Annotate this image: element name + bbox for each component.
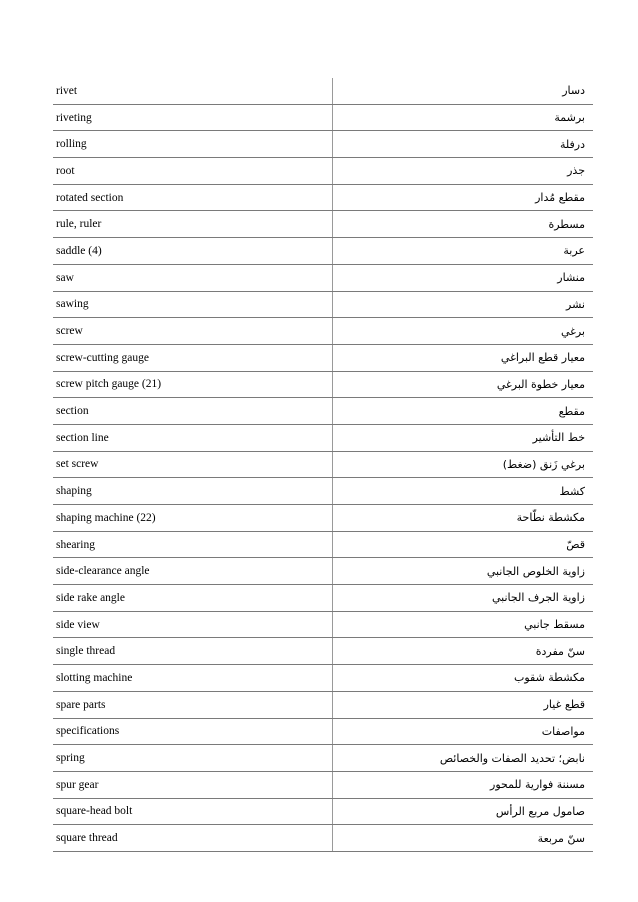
english-term: side-clearance angle bbox=[53, 558, 333, 585]
glossary-row bbox=[53, 104, 593, 131]
english-term: screw bbox=[53, 318, 333, 345]
glossary-row bbox=[53, 745, 593, 772]
english-term: side view bbox=[53, 611, 333, 638]
glossary-row bbox=[53, 78, 593, 104]
glossary-row bbox=[53, 531, 593, 558]
glossary-row bbox=[53, 184, 593, 211]
arabic-term: زاوية الخلوص الجانبي bbox=[333, 558, 594, 585]
english-term: section bbox=[53, 398, 333, 425]
glossary-row bbox=[53, 451, 593, 478]
glossary-row bbox=[53, 558, 593, 585]
english-term: screw pitch gauge (21) bbox=[53, 371, 333, 398]
arabic-term: مقطع مُدار bbox=[333, 184, 594, 211]
english-term: riveting bbox=[53, 104, 333, 131]
english-term: shearing bbox=[53, 531, 333, 558]
glossary-row bbox=[53, 798, 593, 825]
english-term: shaping bbox=[53, 478, 333, 505]
english-term: slotting machine bbox=[53, 665, 333, 692]
english-term: screw-cutting gauge bbox=[53, 344, 333, 371]
arabic-term: خط التأشير bbox=[333, 424, 594, 451]
english-term: side rake angle bbox=[53, 585, 333, 612]
english-term: shaping machine (22) bbox=[53, 505, 333, 532]
arabic-term: عربة bbox=[333, 238, 594, 265]
glossary-row bbox=[53, 825, 593, 852]
glossary-row bbox=[53, 718, 593, 745]
arabic-term: نابض؛ تحديد الصفات والخصائص bbox=[333, 745, 594, 772]
english-term: spur gear bbox=[53, 771, 333, 798]
glossary-row bbox=[53, 291, 593, 318]
glossary-row bbox=[53, 131, 593, 158]
glossary-row bbox=[53, 665, 593, 692]
arabic-term: مسقط جانبي bbox=[333, 611, 594, 638]
glossary-row bbox=[53, 318, 593, 345]
arabic-term: مقطع bbox=[333, 398, 594, 425]
glossary-row bbox=[53, 371, 593, 398]
english-term: section line bbox=[53, 424, 333, 451]
arabic-term: سنّ مربعة bbox=[333, 825, 594, 852]
english-term: rolling bbox=[53, 131, 333, 158]
glossary-row bbox=[53, 211, 593, 238]
arabic-term: معيار خطوة البرغي bbox=[333, 371, 594, 398]
arabic-term: قصّ bbox=[333, 531, 594, 558]
arabic-term: دسار bbox=[333, 78, 594, 104]
english-term: single thread bbox=[53, 638, 333, 665]
english-term: saw bbox=[53, 264, 333, 291]
english-term: spring bbox=[53, 745, 333, 772]
arabic-term: درفلة bbox=[333, 131, 594, 158]
glossary-row bbox=[53, 478, 593, 505]
arabic-term: نشر bbox=[333, 291, 594, 318]
arabic-term: جذر bbox=[333, 158, 594, 185]
glossary-body bbox=[53, 78, 593, 851]
arabic-term: قطع غيار bbox=[333, 691, 594, 718]
arabic-term: برشمة bbox=[333, 104, 594, 131]
glossary-row bbox=[53, 264, 593, 291]
arabic-term: منشار bbox=[333, 264, 594, 291]
arabic-term: مكشطة شقوب bbox=[333, 665, 594, 692]
arabic-term: مسطرة bbox=[333, 211, 594, 238]
arabic-term: مسننة فوارية للمحور bbox=[333, 771, 594, 798]
english-term: rule, ruler bbox=[53, 211, 333, 238]
glossary-row bbox=[53, 344, 593, 371]
glossary-row bbox=[53, 771, 593, 798]
glossary-table bbox=[53, 78, 593, 852]
english-term: square thread bbox=[53, 825, 333, 852]
english-term: specifications bbox=[53, 718, 333, 745]
glossary-row bbox=[53, 505, 593, 532]
arabic-term: كشط bbox=[333, 478, 594, 505]
english-term: set screw bbox=[53, 451, 333, 478]
english-term: rotated section bbox=[53, 184, 333, 211]
english-term: rivet bbox=[53, 78, 333, 104]
english-term: saddle (4) bbox=[53, 238, 333, 265]
english-term: sawing bbox=[53, 291, 333, 318]
glossary-row bbox=[53, 424, 593, 451]
english-term: square-head bolt bbox=[53, 798, 333, 825]
arabic-term: مكشطة نطّاحة bbox=[333, 505, 594, 532]
arabic-term: معيار قطع البراغي bbox=[333, 344, 594, 371]
glossary-row bbox=[53, 611, 593, 638]
arabic-term: برغي زَنق (ضغط) bbox=[333, 451, 594, 478]
glossary-row bbox=[53, 585, 593, 612]
glossary-row bbox=[53, 238, 593, 265]
english-term: root bbox=[53, 158, 333, 185]
glossary-row bbox=[53, 158, 593, 185]
arabic-term: برغي bbox=[333, 318, 594, 345]
arabic-term: صامول مربع الرأس bbox=[333, 798, 594, 825]
glossary-row bbox=[53, 398, 593, 425]
arabic-term: سنّ مفردة bbox=[333, 638, 594, 665]
arabic-term: مواصفات bbox=[333, 718, 594, 745]
glossary-row bbox=[53, 638, 593, 665]
english-term: spare parts bbox=[53, 691, 333, 718]
arabic-term: زاوية الجرف الجانبي bbox=[333, 585, 594, 612]
glossary-row bbox=[53, 691, 593, 718]
